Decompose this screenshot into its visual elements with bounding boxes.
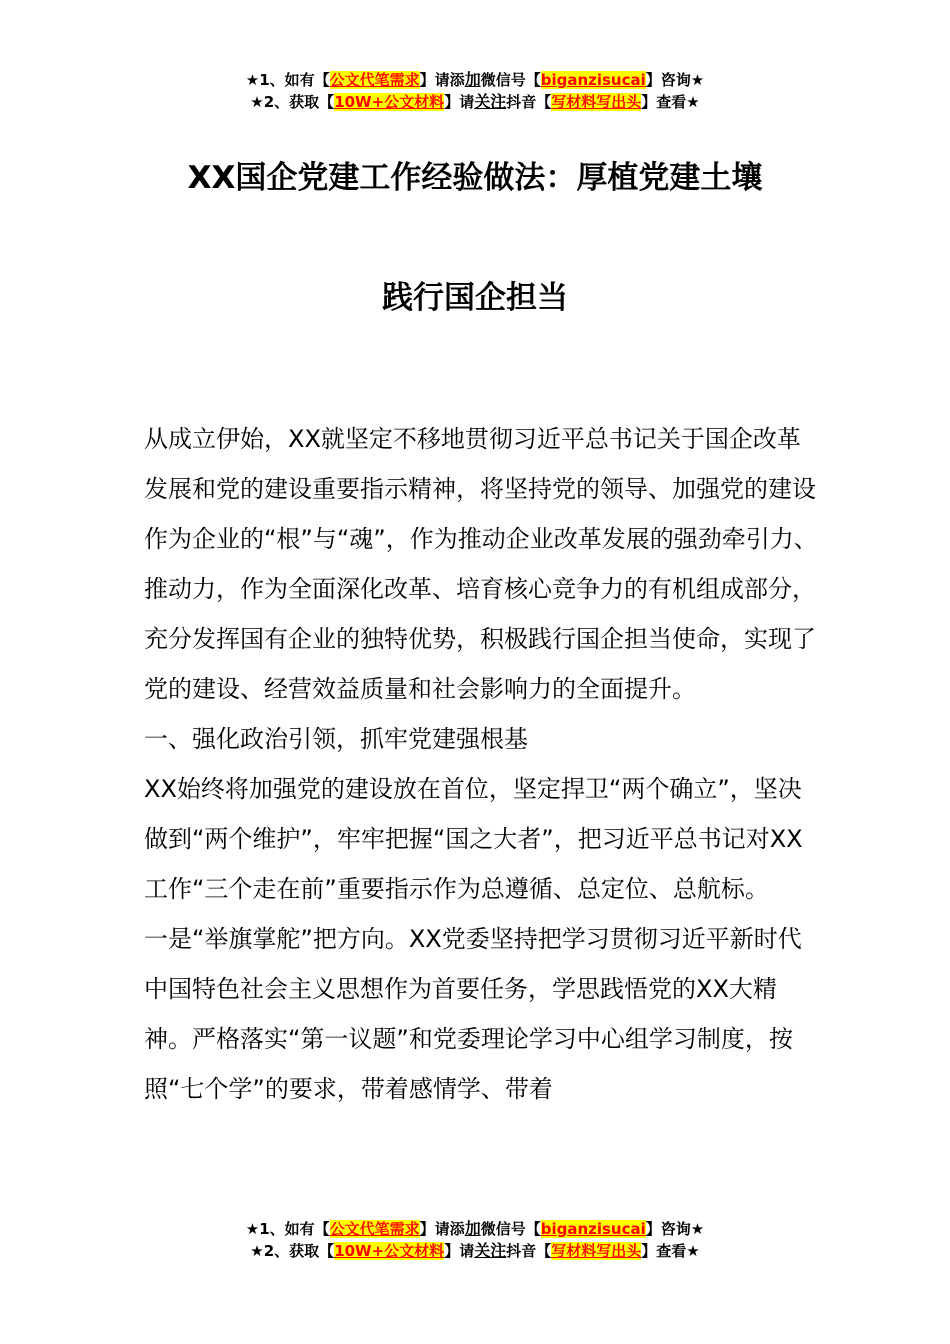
banner-highlight: biganzisucai bbox=[540, 71, 646, 89]
banner-text: 微信号【 bbox=[480, 1220, 541, 1238]
body-paragraph: XX始终将加强党的建设放在首位，坚定捍卫“两个确立”，坚决做到“两个维护”，牢牢把握“国之大者”，把习近平总书记对XX工作“三个走在前”重要指示作为总遵循、总定位、总航标。 bbox=[144, 775, 803, 903]
banner-highlight: 公文代笔需求 bbox=[329, 71, 420, 89]
document-body bbox=[144, 414, 824, 1114]
banner-highlight: 公文代笔需求 bbox=[329, 1220, 420, 1238]
banner-emphasis: 关注 bbox=[474, 92, 507, 111]
banner-text: 】请 bbox=[444, 1242, 475, 1260]
banner-highlight: 10W+公文材料 bbox=[334, 1242, 445, 1260]
header-banner bbox=[0, 69, 950, 113]
section-heading: 一、强化政治引领，抓牢党建强根基 bbox=[144, 725, 528, 753]
banner-highlight: biganzisucai bbox=[540, 1220, 646, 1238]
banner-emphasis: 关注 bbox=[474, 1241, 507, 1260]
banner-text: ★2、获取【 bbox=[250, 93, 335, 111]
banner-text: 微信号【 bbox=[480, 71, 541, 89]
banner-text: 】咨询★ bbox=[645, 71, 705, 89]
body-paragraph: 一是“举旗掌舵”把方向。XX党委坚持把学习贯彻习近平新时代中国特色社会主义思想作为首要任务，学思践悟党的XX大精神。严格落实“第一议题”和党委理论学习中心组学习制度，按照“七个学”的要求，带着感情学、带着 bbox=[144, 925, 802, 1103]
footer-banner bbox=[0, 1218, 950, 1262]
banner-text: 抖音【 bbox=[506, 1242, 552, 1260]
document-title-line-2: 践行国企担当 bbox=[382, 280, 568, 316]
body-paragraph: 从成立伊始，XX就坚定不移地贯彻习近平总书记关于国企改革发展和党的建设重要指示精神，将坚持党的领导、加强党的建设作为企业的“根”与“魂”，作为推动企业改革发展的强劲牵引力、推动力，作为全面深化改革、培育核心竞争力的有机组成部分，充分发挥国有企业的独特优势，积极践行国企担当使命，实现了党的建设、经营效益质量和社会影响力的全面提升。 bbox=[144, 425, 818, 703]
banner-highlight: 写材料写出头 bbox=[551, 93, 642, 111]
banner-text: 】查看★ bbox=[641, 93, 700, 111]
banner-line-2 bbox=[0, 91, 950, 113]
banner-text: ★1、如有【 bbox=[245, 1220, 330, 1238]
banner-text: ★2、获取【 bbox=[250, 1242, 335, 1260]
banner-text: ★1、如有【 bbox=[245, 71, 330, 89]
banner-line-1 bbox=[0, 69, 950, 91]
banner-text: 】请添 bbox=[419, 1220, 465, 1238]
banner-highlight: 写材料写出头 bbox=[551, 1242, 642, 1260]
banner-text: 】查看★ bbox=[641, 1242, 700, 1260]
banner-text: 】请添 bbox=[419, 71, 465, 89]
banner-emphasis: 加 bbox=[464, 1219, 481, 1238]
banner-highlight: 10W+公文材料 bbox=[334, 93, 445, 111]
banner-text: 】咨询★ bbox=[645, 1220, 705, 1238]
banner-line-1 bbox=[0, 1218, 950, 1240]
banner-text: 抖音【 bbox=[506, 93, 552, 111]
banner-line-2 bbox=[0, 1240, 950, 1262]
banner-emphasis: 加 bbox=[464, 70, 481, 89]
banner-text: 】请 bbox=[444, 93, 475, 111]
document-title-line-1: XX国企党建工作经验做法：厚植党建土壤 bbox=[187, 160, 763, 196]
